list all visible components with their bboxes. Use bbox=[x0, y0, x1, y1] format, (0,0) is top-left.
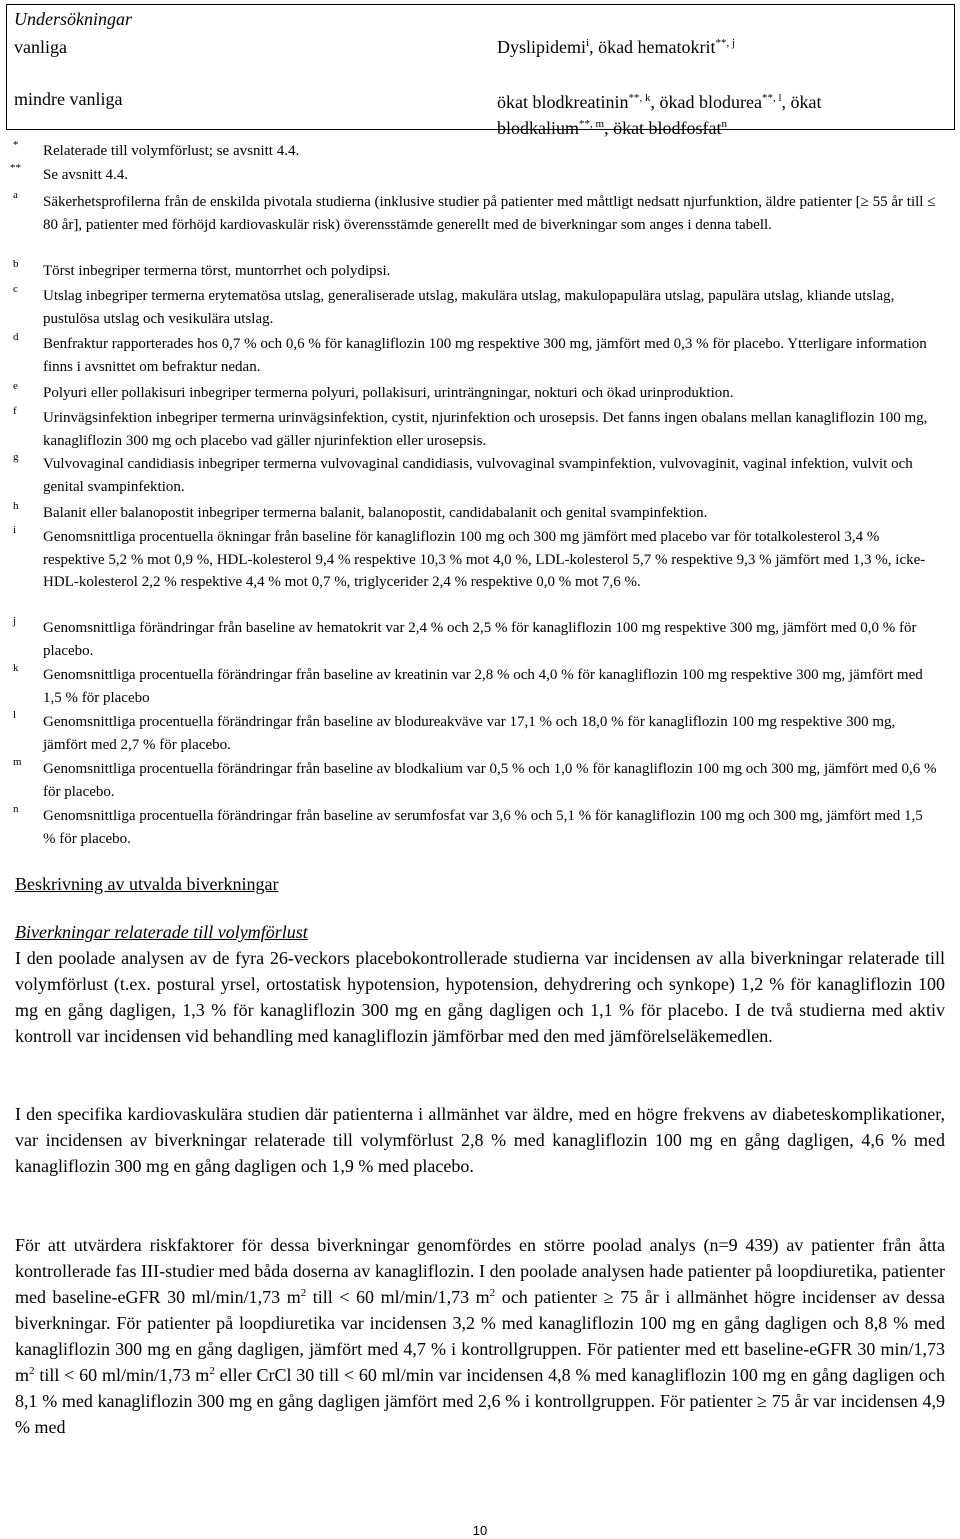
adverse-reactions-table bbox=[6, 4, 955, 138]
paragraph-cardiovascular-study: I den specifika kardiovaskulära studien där patienterna i allmänhet var äldre, med en högre frekvens av diabeteskomplikationer, var incidensen av biverkningar relaterade till volymförlust 2,8 % med kanagliflozin 100 mg en gång dagligen, 4,6 % med kanagliflozin 300 mg en gång dagligen och 1,9 % med placebo. bbox=[15, 1104, 945, 1176]
uncommon-reactions-value: ökat blodkreatinin$^{**, k}$, ökad blodurea$^{**, l}$, ökat blodkalium$^{**, m}$, ökat blodfosfat$^n$ bbox=[497, 92, 822, 138]
paragraph-risk-factors: För att utvärdera riskfaktorer för dessa biverkningar genomfördes en större poolad analys (n=9 439) av patienter från åtta kontrollerade fas III-studier med båda doserna av kanagliflozin. I den poolade analysen hade patienter på loopdiuretika, patienter med baseline-eGFR 30 ml/min/1,73 $m^2$ till < 60 ml/min/1,73 $m^2$ och patienter ≥ 75 år i allmänhet högre incidenser av dessa biverkningar. För patienter på loopdiuretika var incidensen 3,2 % med kanagliflozin 100 mg en gång dagligen och 8,8 % med kanagliflozin 300 mg en gång dagligen, jämfört med 4,7 % i kontrollgruppen. För patienter med ett baseline-eGFR 30 min/1,73 $m^2$ till < 60 ml/min/1,73 $m^2$ eller CrCl 30 till < 60 ml/min var incidensen 4,8 % med kanagliflozin 100 mg en gång dagligen och 8,1 % med kanagliflozin 300 mg en gång dagligen jämfört med 2,6 % i kontrollgruppen. För patienter ≥ 75 år var incidensen 4,9 % med bbox=[15, 1235, 945, 1437]
frequency-label-uncommon: mindre vanliga bbox=[14, 89, 123, 109]
page-number: 10 bbox=[472, 1523, 488, 1538]
common-reactions-value: Dyslipidemi$^i$, ökad hematokrit$^{**, j}$ bbox=[497, 37, 736, 57]
document-page: Undersökningar vanliga Dyslipidemi$^i$, ökad hematokrit$^{**, j}$ mindre vanliga ökat blodkreatinin$^{**, k}$, ökad blodurea$^{**, l}$, ökat blodkalium$^{**, m}$, ökat blodfosfat$^n$ * Relaterade till volymförlust; se avsnitt 4.4. ** Se avsnitt 4.4. a Säkerhetsprofilerna från de enskilda pivotala studierna (inklusive studier på patienter med måttligt nedsatt njurfunktion, äldre patienter [≥ 55 år till ≤ 80 år], patienter med förhöjd kardiovaskulär risk) överensstämde generellt med de biverkningar som anges i denna tabell. b Törst inbegriper termerna törst, muntorrhet och polydipsi. c Utslag inbegriper termerna erytematösa utslag, generaliserade utslag, makulära utslag, makulopapulära utslag, papulära utslag, kliande utslag, pustulösa utslag och vesikulära utslag. d Benfraktur rapporterades hos 0,7 % och 0,6 % för kanagliflozin 100 mg respektive 300 mg, jämfört med 0,3 % för placebo. Ytterligare information finns i avsnittet om befraktur nedan. e Polyuri eller pollakisuri inbegriper termerna polyuri, pollakisuri, urinträngningar, nokturi och ökad urinproduktion. f Urinvägsinfektion inbegriper termerna urinvägsinfektion, cystit, njurinfektion och urosepsis. Det fanns ingen obalans mellan kanagliflozin 100 mg, kanagliflozin 300 mg och placebo vad gäller njurinfektion eller urosepsis. g Vulvovaginal candidiasis inbegriper termerna vulvovaginal candidiasis, vulvovaginal svampinfektion, vulvovaginit, vaginal infektion, vulvit och genital svampinfektion. h Balanit eller balanopostit inbegriper termerna balanit, balanopostit, candidabalanit och genital svampinfektion. i Genomsnittliga procentuella ökningar från baseline för kanagliflozin 100 mg och 300 mg jämfört med placebo var för totalkolesterol 3,4 % respektive 5,2 % mot 0,9 %, HDL-kolesterol 9,4 % respektive 10,3 % mot 4,0 %, LDL-kolesterol 5,7 % respektive 9,3 % jämfört med 1,3 %, icke-HDL-kolesterol 2,2 % respektive 4,4 % mot 0,7 %, triglycerider 2,4 % respektive 0,0 % mot 7,6 %. j Genomsnittliga förändringar från baseline av hematokrit var 2,4 % och 2,5 % för kanagliflozin 100 mg respektive 300 mg, jämfört med 0,0 % för placebo. k Genomsnittliga procentuella förändringar från baseline av kreatinin var 2,8 % och 4,0 % för kanagliflozin 100 mg respektive 300 mg, jämfört med 1,5 % för placebo l Genomsnittliga procentuella förändringar från baseline av blodureakväve var 17,1 % och 18,0 % för kanagliflozin 100 mg respektive 300 mg, jämfört med 2,7 % för placebo. m Genomsnittliga procentuella förändringar från baseline av blodkalium var 0,5 % och 1,0 % för kanagliflozin 100 mg och 300 mg, jämfört med 0,6 % för placebo. n Genomsnittliga procentuella förändringar från baseline av serumfosfat var 3,6 % och 5,1 % för kanagliflozin 100 mg och 300 mg, jämfört med 1,5 % för placebo. Beskrivning av utvalda biverkningar Biverkningar relaterade till volymförlust I den poolade analysen av de fyra 26-veckors placebokontrollerade studierna var incidensen av alla biverkningar relaterade till volymförlust (t.ex. postural yrsel, ortostatisk hypotension, hypotension, dehydrering och synkope) 1,2 % för kanagliflozin 100 mg en gång dagligen, 1,3 % för kanagliflozin 300 mg en gång dagligen och 1,1 % för placebo. I de två studierna med aktiv kontroll var incidensen vid behandling med kanagliflozin jämförbar med den med jämförelseläkemedlen. I den specifika kardiovaskulära studien där patienterna i allmänhet var äldre, med en högre frekvens av diabeteskomplikationer, var incidensen av biverkningar relaterade till volymförlust 2,8 % med kanagliflozin 100 mg en gång dagligen, 4,6 % med kanagliflozin 300 mg en gång dagligen och 1,9 % med placebo. För att utvärdera riskfaktorer för dessa biverkningar genomfördes en större poolad analys (n=9 439) av patienter från åtta kontrollerade fas III-studier med båda doserna av kanagliflozin. I den poolade analysen hade patienter på loopdiuretika, patienter med baseline-eGFR 30 ml/min/1,73 $m^2$ till < 60 ml/min/1,73 $m^2$ och patienter ≥ 75 år i allmänhet högre incidenser av dessa biverkningar. För patienter på loopdiuretika var incidensen 3,2 % med kanagliflozin 100 mg en gång dagligen och 8,8 % med kanagliflozin 300 mg en gång dagligen, jämfört med 4,7 % i kontrollgruppen. För patienter med ett baseline-eGFR 30 min/1,73 $m^2$ till < 60 ml/min/1,73 $m^2$ eller CrCl 30 till < 60 ml/min var incidensen 4,8 % med kanagliflozin 100 mg en gång dagligen och 8,1 % med kanagliflozin 300 mg en gång dagligen jämfört med 2,6 % i kontrollgruppen. För patienter ≥ 75 år var incidensen 4,9 % med 10 bbox=[0, 0, 960, 1539]
subsection-heading: Biverkningar relaterade till volymförlust bbox=[15, 922, 308, 942]
frequency-label-common: vanliga bbox=[14, 37, 67, 57]
section-heading: Beskrivning av utvalda biverkningar bbox=[15, 874, 279, 894]
table-section-title: Undersökningar bbox=[14, 9, 132, 29]
paragraph-volume-depletion: I den poolade analysen av de fyra 26-veckors placebokontrollerade studierna var incidensen av alla biverkningar relaterade till volymförlust (t.ex. postural yrsel, ortostatisk hypotension, hypotension, dehydrering och synkope) 1,2 % för kanagliflozin 100 mg en gång dagligen, 1,3 % för kanagliflozin 300 mg en gång dagligen och 1,1 % för placebo. I de två studierna med aktiv kontroll var incidensen vid behandling med kanagliflozin jämförbar med den med jämförelseläkemedlen. bbox=[15, 948, 945, 1046]
